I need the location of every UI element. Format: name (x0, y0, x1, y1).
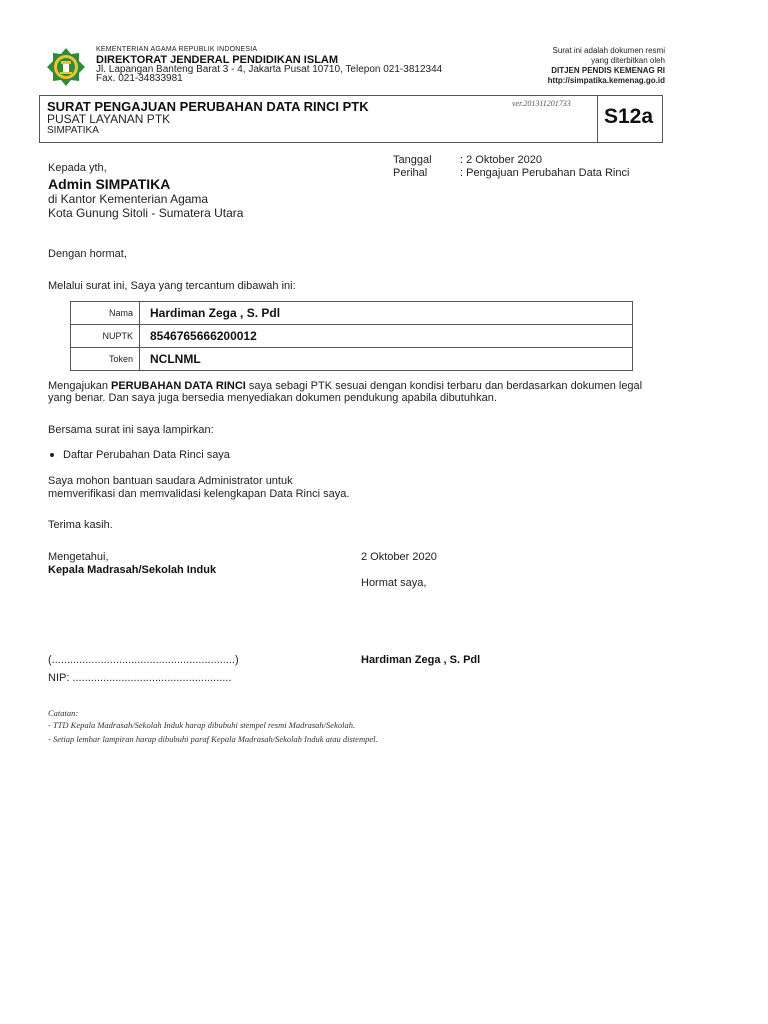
kemenag-emblem-icon (46, 47, 86, 87)
table-value: Hardiman Zega , S. Pdl (140, 302, 633, 325)
official-notice (548, 46, 665, 86)
subject-value: : Pengajuan Perubahan Data Rinci (460, 167, 630, 179)
version-label: ver.201311201733 (512, 99, 571, 108)
signer-name: Hardiman Zega , S. Pdl (361, 654, 481, 666)
paragraph-emphasis: PERUBAHAN DATA RINCI (111, 380, 246, 392)
ministry-name: KEMENTERIAN AGAMA REPUBLIK INDONESIA (96, 46, 258, 53)
table-row (71, 325, 633, 348)
nip-line: NIP: .................................................... (48, 672, 232, 684)
notice-line: yang diterbitkan oleh (591, 56, 665, 65)
recipient-greeting: Kepada yth, (48, 162, 107, 174)
notice-line: Surat ini adalah dokumen resmi (552, 46, 665, 55)
salutation: Dengan hormat, (48, 248, 127, 260)
table-label: Nama (71, 302, 140, 325)
paragraph-text: saya sebagi PTK sesuai dengan kondisi terbaru dan berdasarkan dokumen legal yang benar. Dan saya juga bersedia menyediakan dokumen pendukung apabila dibutuhkan. (48, 380, 643, 404)
address-line: Jl. Lapangan Banteng Barat 3 - 4, Jakarta Pusat 10710, Telepon 021-3812344 (96, 64, 443, 75)
document-subtitle-2: SIMPATIKA (47, 125, 99, 136)
issuer-name: DITJEN PENDIS KEMENAG RI (551, 66, 665, 75)
table-label: NUPTK (71, 325, 140, 348)
date-label: Tanggal (393, 154, 432, 166)
request-text (48, 475, 349, 501)
recipient-office: di Kantor Kementerian Agama (48, 192, 209, 206)
signature-date: 2 Oktober 2020 (361, 551, 437, 563)
directorate-name: DIREKTORAT JENDERAL PENDIDIKAN ISLAM (96, 54, 339, 66)
applicant-table (70, 301, 633, 371)
table-value: 8546765666200012 (140, 325, 633, 348)
note-line: - TTD Kepala Madrasah/Sekolah Induk harap dibubuhi stempel resmi Madrasah/Sekolah. (48, 720, 356, 730)
head-name-placeholder: (............................................................) (48, 654, 239, 666)
closing-thanks: Terima kasih. (48, 519, 113, 531)
recipient-name: Admin SIMPATIKA (48, 176, 171, 192)
table-row (71, 302, 633, 325)
notes-heading: Catatan: (48, 708, 79, 718)
issuer-url: http://simpatika.kemenag.go.id (547, 76, 665, 85)
head-title: Kepala Madrasah/Sekolah Induk (48, 564, 217, 576)
intro-text: Melalui surat ini, Saya yang tercantum dibawah ini: (48, 280, 296, 292)
fax-line: Fax. 021-34833981 (96, 73, 183, 84)
subject-label: Perihal (393, 167, 428, 179)
address-block (96, 65, 442, 83)
recipient-city: Kota Gunung Sitoli - Sumatera Utara (48, 206, 244, 220)
request-paragraph (48, 380, 648, 404)
table-value: NCLNML (140, 348, 633, 371)
table-row (71, 348, 633, 371)
request-line: Saya mohon bantuan saudara Administrator untuk (48, 475, 293, 487)
form-code: S12a (604, 105, 654, 128)
paragraph-text: Mengajukan (48, 380, 111, 392)
date-value: : 2 Oktober 2020 (460, 154, 542, 166)
signature-regards: Hormat saya, (361, 577, 427, 589)
request-line: memverifikasi dan memvalidasi kelengkapan Data Rinci saya. (48, 488, 350, 500)
attachment-item: Daftar Perubahan Data Rinci saya (63, 449, 230, 461)
attachment-intro: Bersama surat ini saya lampirkan: (48, 424, 214, 436)
bullet-icon (50, 453, 54, 457)
document-subtitle: PUSAT LAYANAN PTK (47, 112, 171, 126)
table-label: Token (71, 348, 140, 371)
document-title: SURAT PENGAJUAN PERUBAHAN DATA RINCI PTK (47, 99, 369, 114)
note-line: - Setiap lembar lampiran harap dibubuhi paraf Kepala Madrasah/Sekolah Induk atau distempel. (48, 734, 378, 744)
acknowledge-label: Mengetahui, (48, 551, 109, 563)
